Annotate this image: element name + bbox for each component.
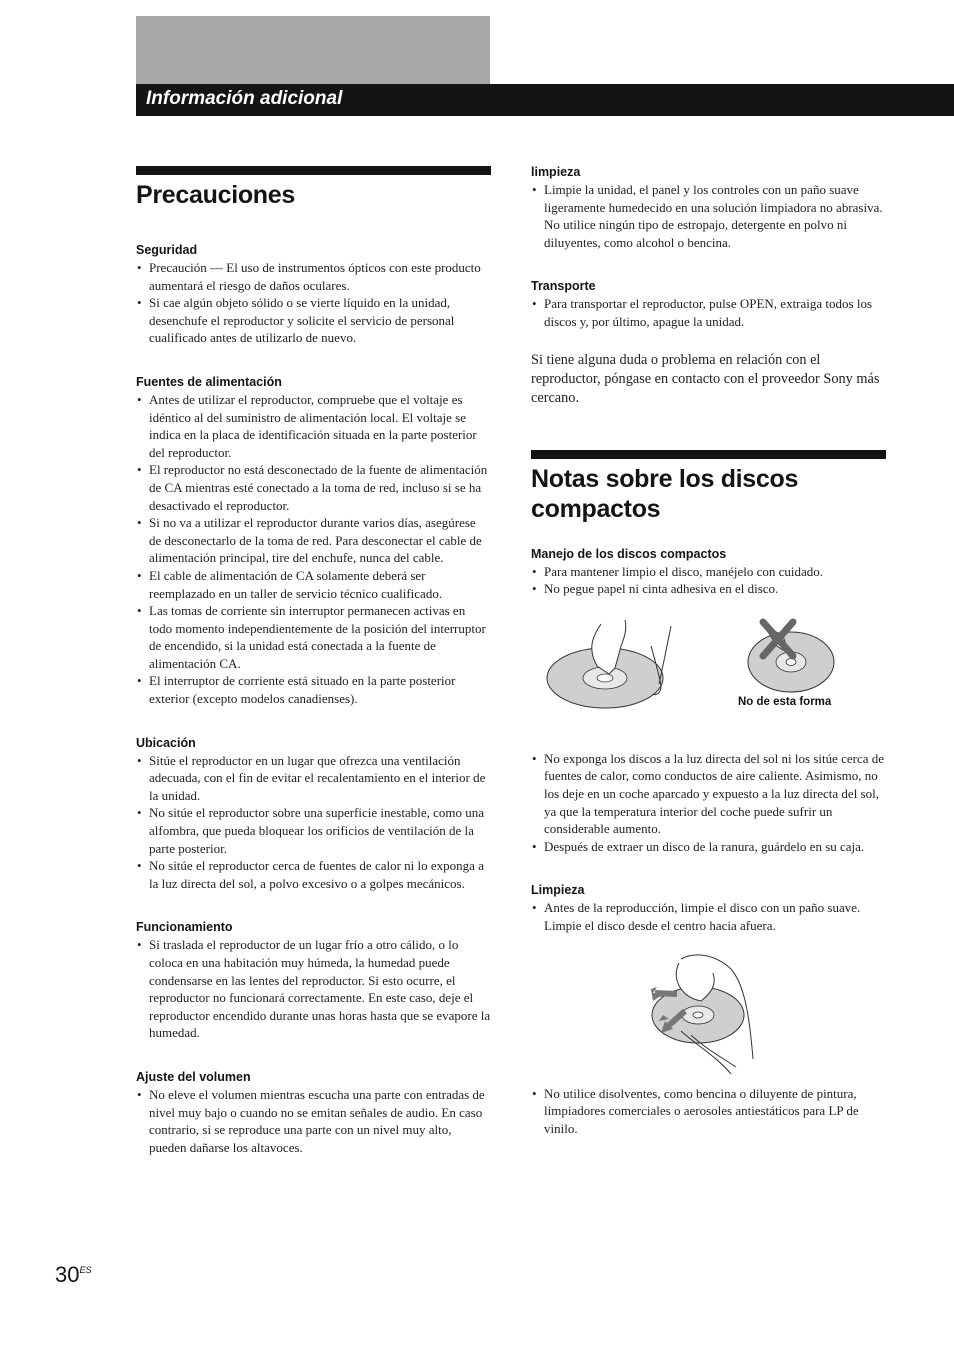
- list-item: • No sitúe el reproductor sobre una superficie inestable, como una alfombra, que pueda bloquear los orificios de ventilación de la parte posterior.: [136, 804, 491, 857]
- section-ajuste-volumen: [136, 1069, 491, 1156]
- title-line: Notas sobre los discos: [531, 464, 799, 493]
- list-item: • Después de extraer un disco de la ranura, guárdelo en su caja.: [531, 838, 886, 856]
- disc-cleaning-figure: [531, 949, 886, 1081]
- figure-caption: No de esta forma: [738, 695, 832, 708]
- section-manejo: [531, 546, 886, 598]
- list-item: • Antes de la reproducción, limpie el disco con un paño suave. Limpie el disco desde el centro hacia afuera.: [531, 899, 886, 934]
- solvent-list: [531, 1085, 886, 1138]
- section-heading: Transporte: [531, 279, 596, 294]
- section-header-bar: [136, 84, 954, 116]
- section-heading: Seguridad: [136, 243, 198, 257]
- disc-handling-illustration: [531, 616, 886, 721]
- section-heading: Ubicación: [136, 735, 196, 750]
- list-item: • Antes de utilizar el reproductor, compruebe que el voltaje es idéntico al del suministro de alimentación local. El voltaje se indica en la placa de identificación situada en la parte posterior del reproductor.: [136, 391, 491, 461]
- list-item: • Las tomas de corriente sin interruptor permanecen activas en todo momento independientemente de la posición del interruptor de encendido, si la unidad está conectada a la fuente de alimentación CA.: [136, 602, 491, 672]
- section-heading: limpieza: [531, 165, 581, 179]
- section-heading: Ajuste del volumen: [136, 1069, 251, 1084]
- list-item: • Si traslada el reproductor de un lugar frío a otro cálido, o lo coloca en una habitación muy húmeda, la humedad puede condensarse en las lentes del reproductor. Si esto ocurre, el reproductor no funcionará correctamente. En este caso, deje el reproductor encendido durante unas horas hasta que se evapore la humedad.: [136, 936, 491, 1042]
- page-title-notas: [531, 464, 886, 524]
- page-number: [55, 1262, 92, 1288]
- list-item: • Precaución — El uso de instrumentos ópticos con este producto aumentará el riesgo de daños oculares.: [136, 259, 491, 294]
- section-seguridad: [136, 242, 491, 347]
- list-item: • Si cae algún objeto sólido o se vierte líquido en la unidad, desenchufe el reproductor y solicite el servicio de personal cualificado antes de utilizarlo de nuevo.: [136, 294, 491, 347]
- list-item: • No exponga los discos a la luz directa del sol ni los sitúe cerca de fuentes de calor, como conductos de aire caliente. Asimismo, no los deje en un coche aparcado y expuesto a la luz directa del sol, ya que la temperatura interior del coche puede sufrir un considerable aumento.: [531, 750, 886, 838]
- left-column: [136, 166, 491, 1156]
- disc-handling-figure: [531, 616, 886, 736]
- section-ubicacion: [136, 735, 491, 893]
- list-item: • Si no va a utilizar el reproductor durante varios días, asegúrese de desconectarlo de la toma de red. Para desconectar el cable de alimentación principal, tire del enchufe, nunca del cable.: [136, 514, 491, 567]
- section-transporte: [531, 278, 886, 330]
- section-fuentes: [136, 374, 491, 708]
- list-item: • Limpie la unidad, el panel y los controles con un paño suave ligeramente humedecido en una solución limpiadora no abrasiva. No utilice ningún tipo de estropajo, detergente en polvo ni diluyentes, como alcohol o bencina.: [531, 181, 886, 251]
- title-rule: [136, 166, 491, 175]
- list-item: • El reproductor no está desconectado de la fuente de alimentación de CA mientras esté conectado a la toma de red, incluso si se ha desactivado el reproductor.: [136, 461, 491, 514]
- list-item: • El interruptor de corriente está situado en la parte posterior exterior (excepto modelos canadienses).: [136, 672, 491, 707]
- list-item: • No sitúe el reproductor cerca de fuentes de calor ni lo exponga a la luz directa del sol, a polvo excesivo o a golpes mecánicos.: [136, 857, 491, 892]
- list-item: • Para transportar el reproductor, pulse OPEN, extraiga todos los discos y, por último, apague la unidad.: [531, 295, 886, 330]
- page-title-precauciones: Precauciones: [136, 181, 295, 209]
- list-item: • No pegue papel ni cinta adhesiva en el disco.: [531, 580, 886, 598]
- section-heading: Limpieza: [531, 883, 585, 898]
- title-line: compactos: [531, 494, 661, 523]
- disc-cleaning-illustration: [531, 949, 886, 1074]
- exposure-list: [531, 750, 886, 856]
- contact-paragraph: Si tiene alguna duda o problema en relación con el reproductor, póngase en contacto con el proveedor Sony más cercano.: [531, 351, 880, 406]
- right-column: [531, 164, 886, 1137]
- list-item: • No eleve el volumen mientras escucha una parte con entradas de nivel muy bajo o cuando no se emitan señales de audio. En caso contrario, si se reproduce una parte con un nivel muy alto, pueden dañarse los altavoces.: [136, 1086, 491, 1156]
- page-number-suffix: ES: [79, 1265, 92, 1275]
- list-item: • No utilice disolventes, como bencina o diluyente de pintura, limpiadores comerciales o aerosoles antiestáticos para LP de vinilo.: [531, 1085, 886, 1138]
- section-limpieza-unidad: [531, 164, 886, 251]
- section-heading: Fuentes de alimentación: [136, 374, 282, 389]
- title-rule: [531, 450, 886, 459]
- section-funcionamiento: [136, 919, 491, 1042]
- section-title: Información adicional: [146, 88, 343, 109]
- section-heading: Funcionamiento: [136, 920, 233, 935]
- list-item: • Sitúe el reproductor en un lugar que ofrezca una ventilación adecuada, con el fin de evitar el recalentamiento en el interior de la unidad.: [136, 752, 491, 805]
- header-gray-block: [136, 16, 490, 84]
- section-limpieza-disco: [531, 882, 886, 934]
- list-item: • Para mantener limpio el disco, manéjelo con cuidado.: [531, 563, 886, 581]
- section-heading: Manejo de los discos compactos: [531, 546, 727, 561]
- page-number-value: 30: [55, 1262, 80, 1287]
- list-item: • El cable de alimentación de CA solamente deberá ser reemplazado en un taller de servicio técnico cualificado.: [136, 567, 491, 602]
